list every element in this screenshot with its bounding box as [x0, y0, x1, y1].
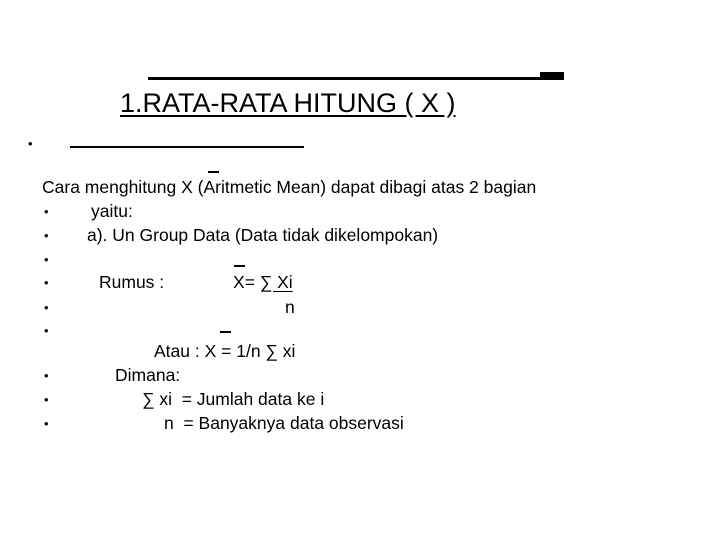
rumus-label: Rumus : — [99, 272, 165, 292]
yaitu-text: yaitu: — [91, 201, 133, 221]
intro-text-start: Cara menghitung — [42, 177, 182, 197]
atau-label: Atau : — [154, 341, 205, 361]
bullet: • — [44, 323, 49, 338]
item-a-text: a). Un Group Data (Data tidak dikelompokan) — [87, 225, 439, 245]
rumus-lhs: X — [233, 272, 245, 292]
intro-text-end: (Aritmetic Mean) dapat dibagi atas 2 bagian — [192, 177, 537, 197]
xbar-symbol: X — [181, 177, 193, 197]
title-top-rule — [148, 77, 564, 80]
bullet: • — [44, 252, 49, 267]
atau-line — [154, 341, 295, 361]
def-xi-text: ∑ xi = Jumlah data ke i — [142, 389, 325, 409]
bullet: • — [44, 275, 49, 290]
intro-line — [42, 177, 536, 197]
separator-rule — [70, 146, 304, 148]
dimana-text: Dimana: — [115, 365, 181, 385]
atau-formula: = 1/n ∑ xi — [216, 341, 296, 361]
bullet: • — [44, 392, 49, 407]
rumus-xbar-overline — [234, 265, 245, 267]
bullet: • — [44, 368, 49, 383]
title-xbar-mark — [540, 72, 564, 79]
atau-xbar-overline — [220, 331, 231, 333]
page-title: 1.RATA-RATA HITUNG ( X ) — [120, 88, 456, 118]
atau-xbar-symbol: X — [204, 341, 217, 361]
bullet: • — [28, 136, 33, 151]
bullet: • — [44, 204, 49, 219]
bullet: • — [44, 228, 49, 243]
def-n-text: n = Banyaknya data observasi — [164, 413, 404, 433]
rumus-denominator: n — [285, 297, 295, 317]
xbar-overline — [208, 171, 219, 173]
bullet: • — [44, 300, 49, 315]
rumus-numerator: ∑ Xi — [259, 272, 293, 292]
rumus-formula — [233, 272, 293, 292]
rumus-equals: = — [244, 272, 260, 292]
bullet: • — [44, 416, 49, 431]
